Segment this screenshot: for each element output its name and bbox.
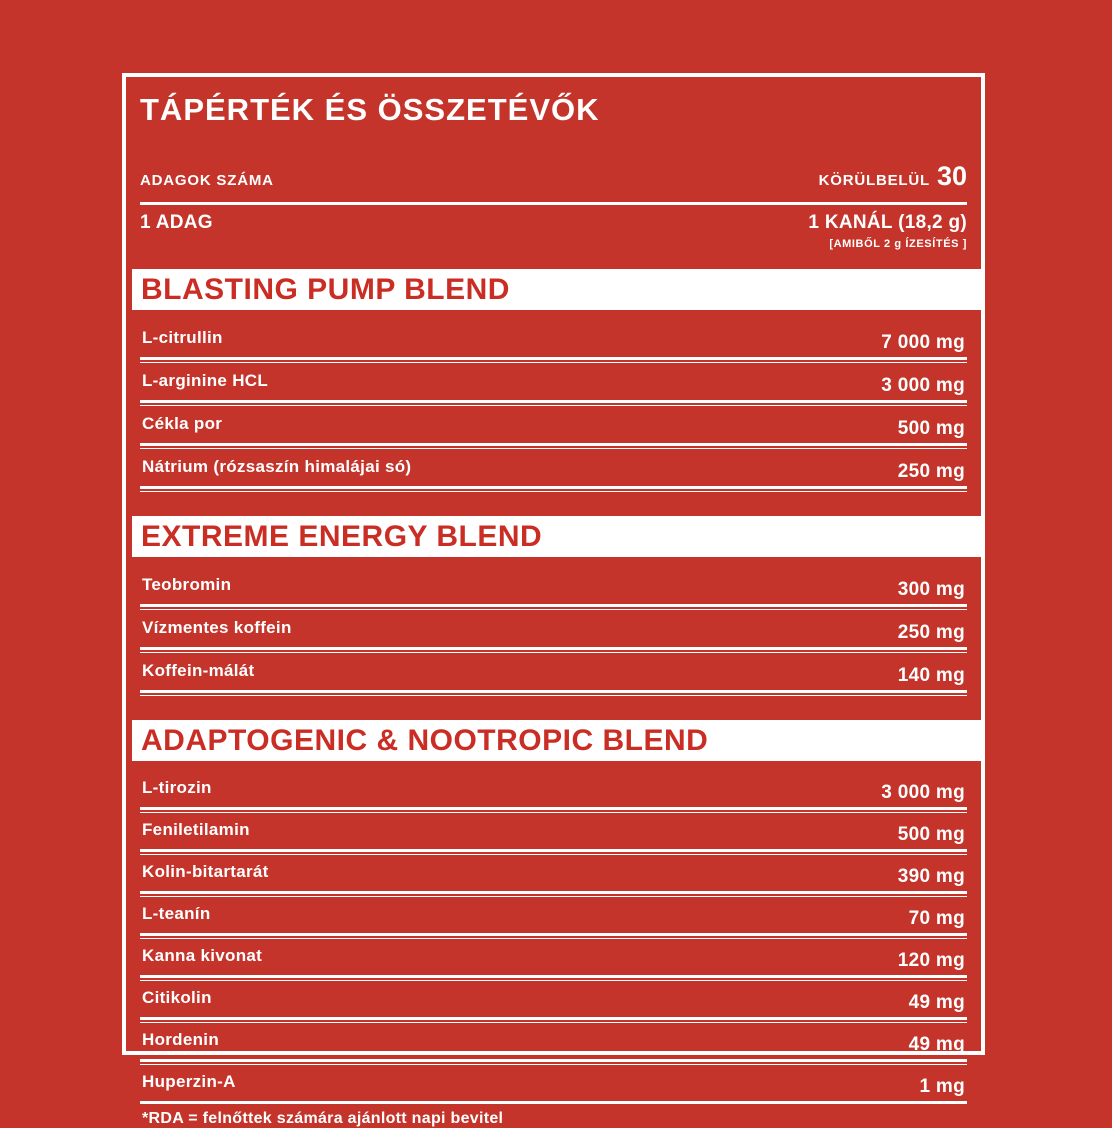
ingredient-name: Feniletilamin: [142, 820, 250, 839]
section-rows: [140, 771, 967, 1101]
section-header-extreme-energy-blend: EXTREME ENERGY BLEND: [132, 516, 981, 557]
panel-title: TÁPÉRTÉK ÉS ÖSSZETÉVŐK: [140, 92, 600, 127]
section-rows: [140, 567, 967, 696]
ingredient-row: [140, 406, 967, 443]
ingredient-name: L-teanín: [142, 904, 211, 923]
servings-approx: [819, 161, 967, 192]
ingredient-amount: 500 mg: [897, 418, 965, 439]
ingredient-amount: 120 mg: [897, 950, 965, 971]
ingredient-name: Huperzin-A: [142, 1072, 236, 1091]
nutrition-panel: [122, 73, 985, 1127]
ingredient-name: Hordenin: [142, 1030, 220, 1049]
ingredient-name: L-citrullin: [142, 328, 223, 347]
footer-note: *RDA = felnőttek számára ajánlott napi bevitel: [140, 1101, 967, 1128]
servings-approx-label: KÖRÜLBELÜL: [818, 172, 930, 189]
ingredient-row: [140, 653, 967, 690]
ingredient-amount: 300 mg: [897, 579, 965, 600]
ingredient-row: [140, 771, 967, 807]
ingredient-amount: 49 mg: [908, 992, 965, 1013]
ingredient-amount: 390 mg: [897, 866, 965, 887]
ingredient-name: Cékla por: [142, 414, 223, 433]
ingredient-row: [140, 610, 967, 647]
ingredient-name: Vízmentes koffein: [142, 618, 292, 637]
ingredient-name: Kanna kivonat: [142, 946, 263, 965]
serving-size-label: 1 ADAG: [140, 212, 213, 233]
ingredient-amount: 3 000 mg: [881, 375, 965, 396]
ingredient-name: Citikolin: [142, 988, 212, 1007]
serving-size-value: 1 KANÁL (18,2 g): [808, 212, 967, 233]
ingredient-amount: 1 mg: [919, 1076, 965, 1097]
divider: [140, 486, 967, 492]
ingredient-amount: 500 mg: [897, 824, 965, 845]
section-header-adaptogenic-nootropic-blend: ADAPTOGENIC & NOOTROPIC BLEND: [132, 720, 981, 761]
ingredient-row: [140, 939, 967, 975]
servings-count: 30: [936, 161, 967, 191]
ingredient-name: L-arginine HCL: [142, 371, 269, 390]
ingredient-amount: 7 000 mg: [881, 332, 965, 353]
divider: [140, 690, 967, 696]
servings-row: [140, 161, 967, 192]
ingredient-row: [140, 813, 967, 849]
servings-label: ADAGOK SZÁMA: [140, 172, 274, 189]
ingredient-row: [140, 567, 967, 604]
ingredient-name: Kolin-bitartarát: [142, 862, 269, 881]
ingredient-amount: 3 000 mg: [881, 782, 965, 803]
ingredient-amount: 70 mg: [908, 908, 965, 929]
section-header-blasting-pump-blend: BLASTING PUMP BLEND: [132, 269, 981, 310]
ingredient-row: [140, 1023, 967, 1059]
ingredient-amount: 250 mg: [897, 461, 965, 482]
ingredient-row: [140, 363, 967, 400]
ingredient-name: L-tirozin: [142, 778, 212, 797]
ingredient-name: Nátrium (rózsaszín himalájai só): [142, 457, 412, 476]
ingredient-amount: 250 mg: [897, 622, 965, 643]
serving-size-row: [140, 212, 967, 234]
divider: [140, 202, 967, 205]
ingredient-row: [140, 449, 967, 486]
ingredient-row: [140, 1065, 967, 1101]
ingredient-amount: 140 mg: [897, 665, 965, 686]
section-rows: [140, 320, 967, 492]
ingredient-amount: 49 mg: [908, 1034, 965, 1055]
ingredient-row: [140, 855, 967, 891]
ingredient-name: Teobromin: [142, 575, 232, 594]
ingredient-row: [140, 897, 967, 933]
ingredient-row: [140, 981, 967, 1017]
serving-size-note: [AMIBŐL 2 g ÍZESÍTÉS ]: [829, 238, 967, 250]
ingredient-name: Koffein-málát: [142, 661, 255, 680]
ingredient-row: [140, 320, 967, 357]
